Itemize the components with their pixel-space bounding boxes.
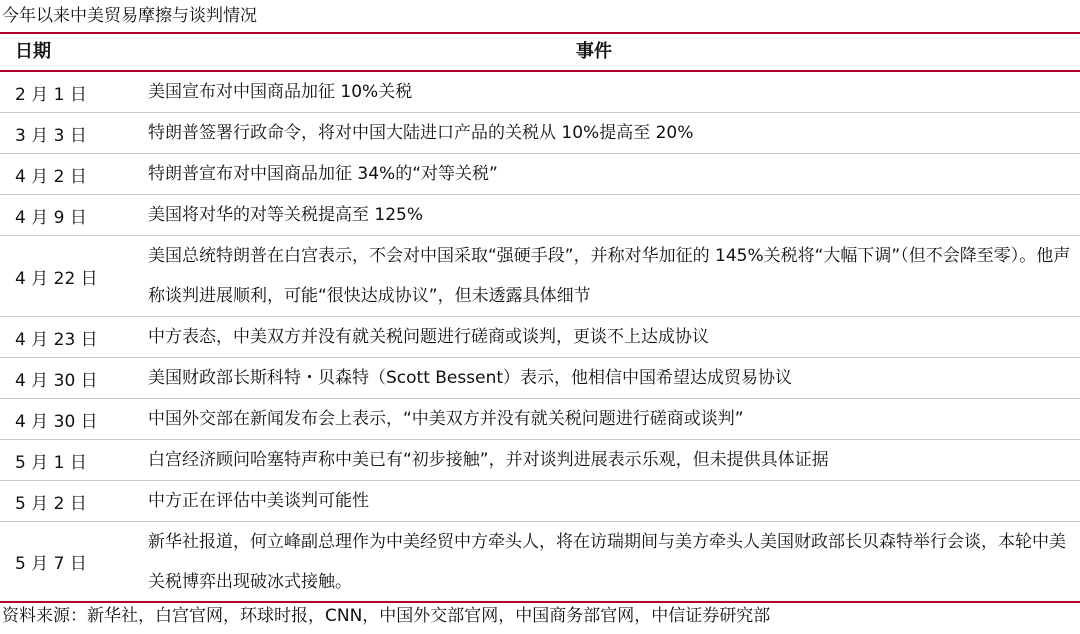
row-date: 4 月 30 日 <box>15 411 98 432</box>
row-date: 5 月 1 日 <box>15 452 87 473</box>
table-row <box>0 440 1080 481</box>
row-event: 中方表态，中美双方并没有就关税问题进行磋商或谈判，更谈不上达成协议 <box>148 327 709 347</box>
row-event: 中国外交部在新闻发布会上表示，“中美双方并没有就关税问题进行磋商或谈判” <box>148 409 744 429</box>
table-row <box>0 154 1080 195</box>
row-event: 美国财政部长斯科特・贝森特（Scott Bessent）表示，他相信中国希望达成贸易协议 <box>148 368 793 388</box>
row-date: 5 月 2 日 <box>15 493 87 514</box>
table-row <box>0 195 1080 236</box>
row-event: 美国将对华的对等关税提高至 125% <box>148 205 424 225</box>
header-event: 事件 <box>576 41 612 62</box>
header-date: 日期 <box>15 41 51 62</box>
row-event: 新华社报道，何立峰副总理作为中美经贸中方牵头人，将在访瑞期间与美方牵头人美国财政部长贝森特举行会谈，本轮中美关税博弈出现破冰式接触。 <box>148 531 1066 592</box>
row-event: 美国总统特朗普在白宫表示，不会对中国采取“强硬手段”，并称对华加征的 145%关税将“大幅下调”（但不会降至零）。他声称谈判进展顺利，可能“很快达成协议”，但未透露具体细节 <box>148 246 1071 306</box>
table-row <box>0 522 1080 603</box>
row-event: 特朗普宣布对中国商品加征 34%的“对等关税” <box>148 164 498 184</box>
row-event: 美国宣布对中国商品加征 10%关税 <box>148 82 413 102</box>
table-row <box>0 358 1080 399</box>
row-date: 4 月 2 日 <box>15 166 87 187</box>
table-row <box>0 72 1080 113</box>
table-row <box>0 317 1080 358</box>
table-row <box>0 481 1080 522</box>
row-event: 特朗普签署行政命令，将对中国大陆进口产品的关税从 10%提高至 20% <box>148 123 694 143</box>
row-event: 白宫经济顾问哈塞特声称中美已有“初步接触”，并对谈判进展表示乐观，但未提供具体证据 <box>148 450 829 470</box>
events-table <box>0 32 1080 603</box>
table-row <box>0 113 1080 154</box>
row-date: 2 月 1 日 <box>15 84 87 105</box>
row-date: 4 月 30 日 <box>15 370 98 391</box>
row-date: 4 月 22 日 <box>15 268 98 289</box>
row-date: 4 月 9 日 <box>15 207 87 228</box>
row-event: 中方正在评估中美谈判可能性 <box>148 491 369 511</box>
row-date: 5 月 7 日 <box>15 554 87 574</box>
table-row <box>0 236 1080 317</box>
row-date: 4 月 23 日 <box>15 329 98 350</box>
table-row <box>0 399 1080 440</box>
page-title: 今年以来中美贸易摩擦与谈判情况 <box>2 6 257 26</box>
source-note: 资料来源：新华社，白宫官网，环球时报，CNN，中国外交部官网，中国商务部官网，中信证券研究部 <box>2 606 771 626</box>
row-date: 3 月 3 日 <box>15 125 87 146</box>
table-header <box>0 34 1080 72</box>
